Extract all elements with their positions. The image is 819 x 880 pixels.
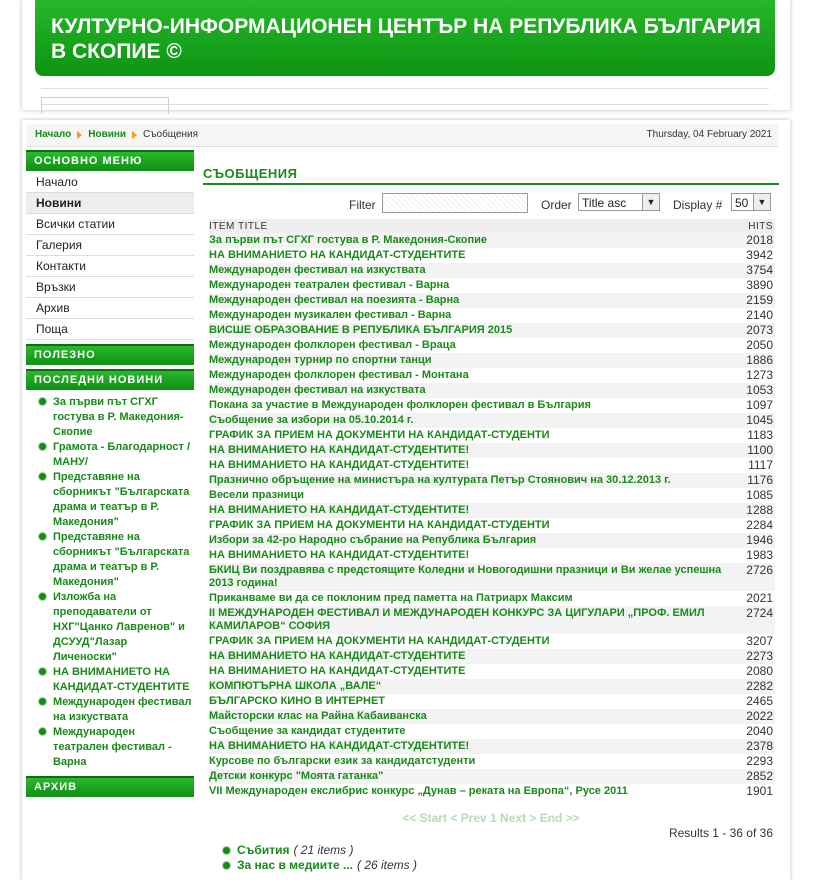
item-title-link[interactable]: Международен музикален фестивал - Варна bbox=[209, 309, 452, 321]
item-hits: 1288 bbox=[737, 503, 775, 518]
item-title-link[interactable]: НА ВНИМАНИЕТО НА КАНДИДАТ-СТУДЕНТИТЕ! bbox=[209, 549, 470, 561]
item-hits: 1886 bbox=[737, 353, 775, 368]
item-hits: 1983 bbox=[746, 548, 773, 562]
item-hits: 1053 bbox=[737, 383, 775, 398]
table-row bbox=[209, 664, 775, 679]
item-hits: 2273 bbox=[737, 649, 775, 664]
item-hits: 2018 bbox=[737, 233, 775, 248]
item-hits: 2465 bbox=[746, 694, 773, 708]
breadcrumb-home[interactable]: Начало bbox=[35, 129, 72, 140]
item-title-link[interactable]: НА ВНИМАНИЕТО НА КАНДИДАТ-СТУДЕНТИТЕ bbox=[209, 249, 466, 261]
menu-item[interactable]: Новини bbox=[26, 193, 194, 214]
table-row bbox=[209, 724, 775, 739]
item-title-link[interactable]: Покана за участие в Международен фолклорен фестивал в България bbox=[209, 399, 591, 411]
filter-label: Filter bbox=[349, 198, 376, 212]
main-menu-title: ОСНОВНО МЕНЮ bbox=[26, 150, 194, 171]
item-title-link[interactable]: Международен турнир по спортни танци bbox=[209, 353, 737, 368]
item-hits: 1045 bbox=[737, 413, 775, 428]
table-row bbox=[209, 278, 775, 293]
site-title: КУЛТУРНО-ИНФОРМАЦИОНЕН ЦЕНТЪР НА РЕПУБЛИКА БЪЛГАРИЯ В СКОПИЕ © bbox=[51, 15, 761, 63]
category-count: ( 26 items ) bbox=[356, 858, 417, 872]
item-hits: 2080 bbox=[746, 664, 773, 678]
table-row bbox=[209, 591, 775, 606]
item-title-link[interactable]: ВИСШЕ ОБРАЗОВАНИЕ В РЕПУБЛИКА БЪЛГАРИЯ 2015 bbox=[209, 323, 737, 338]
table-row bbox=[209, 563, 775, 591]
site-header bbox=[35, 0, 775, 76]
breadcrumb bbox=[35, 129, 198, 140]
item-title-link[interactable]: БКИЦ Ви поздравява с предстоящите Коледни и Новогодишни празници и Ви желае успешна 2013 година! bbox=[209, 563, 737, 591]
item-hits: 1117 bbox=[748, 458, 773, 472]
table-row bbox=[209, 338, 775, 353]
menu-item[interactable]: Галерия bbox=[26, 235, 194, 256]
category-link[interactable]: За нас в медиите ... bbox=[237, 858, 353, 872]
table-row bbox=[209, 233, 775, 248]
menu-item[interactable]: Контакти bbox=[26, 256, 194, 277]
header-divider bbox=[41, 88, 769, 89]
item-hits: 2284 bbox=[746, 518, 773, 532]
table-row bbox=[209, 533, 775, 548]
table-row bbox=[209, 263, 775, 278]
item-title-link[interactable]: Международен фолклорен фестивал - Монтана bbox=[209, 369, 469, 381]
latest-news-item[interactable]: Изложба на преподаватели от НХГ"Цанко Лавренов" и ДСУУД"Лазар Личеноски" bbox=[38, 590, 192, 665]
latest-news-item[interactable]: Грамота - Благодарност /МАНУ/ bbox=[38, 440, 192, 470]
category-list bbox=[223, 843, 417, 873]
menu-item[interactable]: Връзки bbox=[26, 277, 194, 298]
latest-news-item[interactable]: За първи път СГХГ гостува в Р. Македония-Скопие bbox=[38, 395, 192, 440]
item-title-link[interactable]: Курсове по български език за кандидатстуденти bbox=[209, 755, 476, 767]
item-title-link[interactable]: НА ВНИМАНИЕТО НА КАНДИДАТ-СТУДЕНТИТЕ! bbox=[209, 459, 470, 471]
chevron-down-icon: ▼ bbox=[753, 194, 770, 210]
table-row bbox=[209, 248, 775, 263]
item-title-link[interactable]: ГРАФИК ЗА ПРИЕМ НА ДОКУМЕНТИ НА КАНДИДАТ-СТУДЕНТИ bbox=[209, 635, 550, 647]
table-row bbox=[209, 398, 775, 413]
table-row bbox=[209, 488, 775, 503]
item-title-link[interactable]: Избори за 42-ро Народно събрание на Република България bbox=[209, 533, 737, 548]
item-hits: 2378 bbox=[737, 739, 775, 754]
breadcrumb-current: Съобщения bbox=[143, 129, 199, 140]
item-title-link[interactable]: ГРАФИК ЗА ПРИЕМ НА ДОКУМЕНТИ НА КАНДИДАТ-СТУДЕНТИ bbox=[209, 519, 550, 531]
item-hits: 3207 bbox=[746, 634, 773, 648]
useful-title[interactable]: ПОЛЕЗНО bbox=[26, 344, 194, 365]
item-hits: 2159 bbox=[737, 293, 775, 308]
table-row bbox=[209, 308, 775, 323]
table-row bbox=[209, 694, 775, 709]
table-row bbox=[209, 383, 775, 398]
latest-news-title: ПОСЛЕДНИ НОВИНИ bbox=[26, 369, 194, 390]
item-title-link[interactable]: ГРАФИК ЗА ПРИЕМ НА ДОКУМЕНТИ НА КАНДИДАТ-СТУДЕНТИ bbox=[209, 429, 550, 441]
item-title-link[interactable]: Международен фестивал на изкуствата bbox=[209, 383, 737, 398]
table-row bbox=[209, 679, 775, 694]
table-row bbox=[209, 769, 775, 784]
breadcrumb-bar bbox=[27, 124, 778, 147]
item-title-link[interactable]: Съобщение за избори на 05.10.2014 г. bbox=[209, 413, 737, 428]
item-hits: 3890 bbox=[746, 278, 773, 292]
item-hits: 1946 bbox=[737, 533, 775, 548]
breadcrumb-arrow-icon bbox=[132, 131, 137, 139]
item-hits: 2021 bbox=[746, 591, 773, 605]
main-menu bbox=[26, 172, 194, 340]
item-hits: 3754 bbox=[737, 263, 775, 278]
table-row bbox=[209, 709, 775, 724]
item-hits: 1097 bbox=[746, 398, 773, 412]
menu-item[interactable]: Архив bbox=[26, 298, 194, 319]
table-row bbox=[209, 649, 775, 664]
item-title-link[interactable]: НА ВНИМАНИЕТО НА КАНДИДАТ-СТУДЕНТИТЕ bbox=[209, 665, 466, 677]
item-title-link[interactable]: Празнично обръщение на министъра на културата Петър Стоянович на 30.12.2013 г. bbox=[209, 473, 737, 488]
table-row bbox=[209, 518, 775, 533]
item-title-link[interactable]: Международен фолклорен фестивал - Враца bbox=[209, 339, 456, 351]
item-hits: 2724 bbox=[737, 606, 775, 634]
item-title-link[interactable]: НА ВНИМАНИЕТО НА КАНДИДАТ-СТУДЕНТИТЕ bbox=[209, 649, 737, 664]
item-hits: 2140 bbox=[746, 308, 773, 322]
item-title-link[interactable]: Съобщение за кандидат студентите bbox=[209, 725, 406, 737]
col-hits-header[interactable]: HITS bbox=[737, 219, 775, 233]
table-row bbox=[209, 413, 775, 428]
item-hits: 2040 bbox=[746, 724, 773, 738]
item-hits: 2726 bbox=[737, 563, 775, 591]
latest-news-list bbox=[26, 391, 194, 776]
display-label: Display # bbox=[673, 198, 723, 212]
table-row bbox=[209, 606, 775, 634]
table-row bbox=[209, 784, 775, 799]
item-title-link[interactable]: Приканваме ви да се поклоним пред паметта на Патриарх Максим bbox=[209, 592, 573, 604]
item-title-link[interactable]: Детски конкурс "Моята гатанка" bbox=[209, 769, 737, 784]
item-hits: 2073 bbox=[737, 323, 775, 338]
item-title-link[interactable]: Майсторски клас на Райна Кабаиванска bbox=[209, 709, 737, 724]
table-row bbox=[209, 293, 775, 308]
display-value: 50 bbox=[735, 196, 749, 210]
item-title-link[interactable]: Международен театрален фестивал - Варна bbox=[209, 279, 450, 291]
table-header-row bbox=[209, 219, 775, 233]
pagination: << Start < Prev 1 Next > End >> bbox=[402, 811, 580, 825]
table-row bbox=[209, 353, 775, 368]
item-hits: 2852 bbox=[737, 769, 775, 784]
item-title-link[interactable]: Международен фестивал на изкуствата bbox=[209, 263, 737, 278]
menu-item[interactable]: Начало bbox=[26, 172, 194, 193]
table-row bbox=[209, 473, 775, 488]
item-hits: 1273 bbox=[746, 368, 773, 382]
table-row bbox=[209, 368, 775, 383]
item-hits: 1901 bbox=[746, 784, 773, 798]
col-title-header[interactable]: ITEM TITLE bbox=[209, 219, 737, 233]
table-row bbox=[209, 503, 775, 518]
item-title-link[interactable]: НА ВНИМАНИЕТО НА КАНДИДАТ-СТУДЕНТИТЕ! bbox=[209, 739, 737, 754]
table-row bbox=[209, 323, 775, 338]
latest-news-item[interactable]: Представяне на сборникът "Българската драма и театър в Р. Македония" bbox=[38, 530, 192, 590]
latest-news-item[interactable]: Международен театрален фестивал - Варна bbox=[38, 725, 192, 770]
item-title-link[interactable]: Весели празници bbox=[209, 489, 304, 501]
item-hits: 1183 bbox=[747, 428, 773, 442]
table-row bbox=[209, 739, 775, 754]
item-hits: 1100 bbox=[737, 443, 775, 458]
item-hits: 2282 bbox=[737, 679, 775, 694]
items-table bbox=[209, 219, 775, 799]
item-title-link[interactable]: За първи път СГХГ гостува в Р. Македония-Скопие bbox=[209, 233, 737, 248]
category-item bbox=[223, 843, 417, 858]
item-hits: 1176 bbox=[737, 473, 775, 488]
latest-news-item[interactable]: Представяне на сборникът "Българската драма и театър в Р. Македония" bbox=[38, 470, 192, 530]
item-title-link[interactable]: КОМПЮТЪРНА ШКОЛА „ВАЛЕ“ bbox=[209, 679, 737, 694]
item-title-link[interactable]: НА ВНИМАНИЕТО НА КАНДИДАТ-СТУДЕНТИТЕ! bbox=[209, 443, 737, 458]
item-hits: 3942 bbox=[746, 248, 773, 262]
table-row bbox=[209, 548, 775, 563]
order-label: Order bbox=[541, 198, 572, 212]
item-title-link[interactable]: НА ВНИМАНИЕТО НА КАНДИДАТ-СТУДЕНТИТЕ! bbox=[209, 503, 737, 518]
breadcrumb-arrow-icon bbox=[77, 131, 82, 139]
latest-news-item[interactable]: НА ВНИМАНИЕТО НА КАНДИДАТ-СТУДЕНТИТЕ bbox=[38, 665, 192, 695]
table-row bbox=[209, 458, 775, 473]
category-count: ( 21 items ) bbox=[293, 843, 354, 857]
order-value: Title asc bbox=[582, 196, 627, 210]
sidebar bbox=[26, 150, 194, 798]
archive-title[interactable]: АРХИВ bbox=[26, 776, 194, 797]
results-count: Results 1 - 36 of 36 bbox=[668, 826, 773, 840]
item-hits: 2050 bbox=[746, 338, 773, 352]
latest-news-item[interactable]: Международен фестивал на изкуствата bbox=[38, 695, 192, 725]
menu-item[interactable]: Всички статии bbox=[26, 214, 194, 235]
item-title-link[interactable]: БЪЛГАРСКО КИНО В ИНТЕРНЕТ bbox=[209, 695, 386, 707]
current-date: Thursday, 04 February 2021 bbox=[646, 129, 772, 140]
item-hits: 1085 bbox=[746, 488, 773, 502]
item-hits: 2293 bbox=[746, 754, 773, 768]
page-title: СЪОБЩЕНИЯ bbox=[203, 166, 779, 185]
table-row bbox=[209, 443, 775, 458]
table-row bbox=[209, 634, 775, 649]
item-hits: 2022 bbox=[737, 709, 775, 724]
table-row bbox=[209, 428, 775, 443]
category-link[interactable]: Събития bbox=[237, 843, 290, 857]
table-row bbox=[209, 754, 775, 769]
header-tab-box bbox=[41, 97, 169, 114]
item-title-link[interactable]: II МЕЖДУНАРОДЕН ФЕСТИВАЛ И МЕЖДУНАРОДЕН КОНКУРС ЗА ЦИГУЛАРИ „ПРОФ. ЕМИЛ КАМИЛАРОВ“ СОФИЯ bbox=[209, 606, 737, 634]
list-area bbox=[203, 166, 779, 871]
breadcrumb-news[interactable]: Новини bbox=[88, 129, 127, 140]
item-title-link[interactable]: VII Международен екслибрис конкурс „Дунав – реката на Европа“, Русе 2011 bbox=[209, 785, 628, 797]
item-title-link[interactable]: Международен фестивал на поезията - Варна bbox=[209, 293, 737, 308]
menu-item[interactable]: Поща bbox=[26, 319, 194, 340]
chevron-down-icon: ▼ bbox=[642, 194, 659, 210]
